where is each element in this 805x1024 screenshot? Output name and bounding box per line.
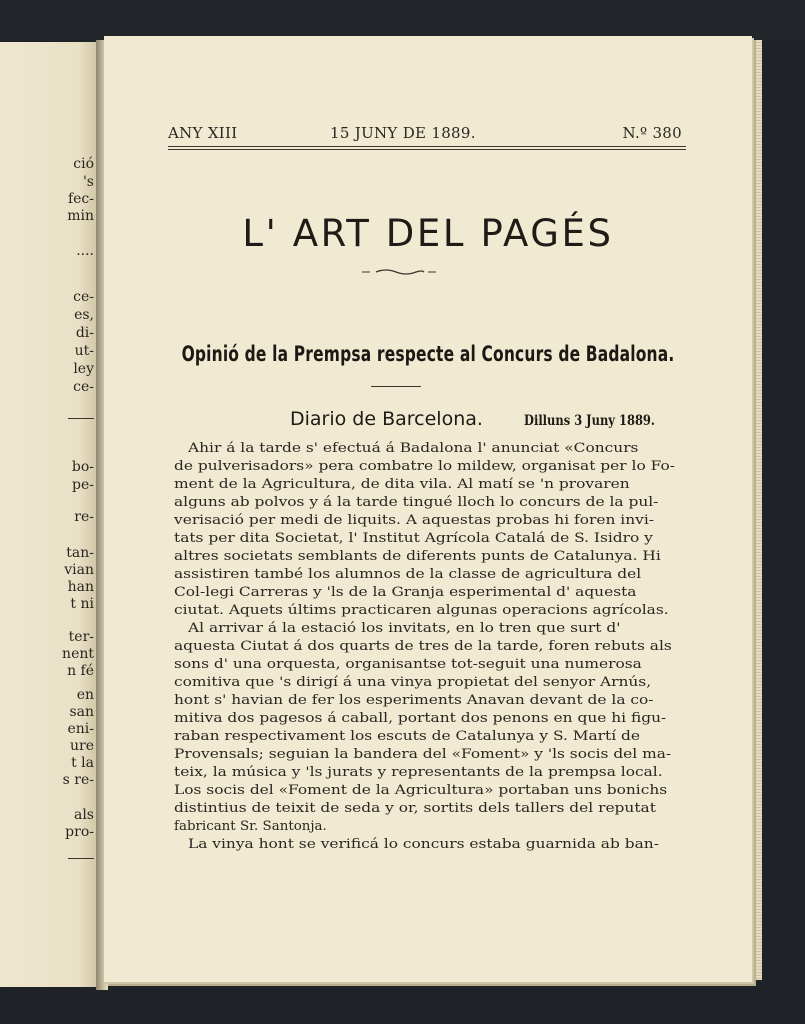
body-line: verisació per medi de liquits. A aquestas probas hi foren invi-	[174, 513, 654, 528]
body-line: fabricant Sr. Santonja.	[174, 819, 327, 834]
body-line: distintius de teixit de seda y or, sortits dels tallers del reputat	[174, 801, 656, 816]
body-line: raban respectivament los escuts de Catalunya y S. Martí de	[174, 729, 641, 744]
left-fragment: bo-	[71, 459, 94, 475]
left-fragment: als	[73, 807, 94, 823]
header-rule	[168, 146, 686, 147]
ornament-divider	[358, 268, 440, 276]
left-fragment: ció	[73, 156, 94, 172]
header-rule	[168, 149, 686, 150]
body-line: Col-legi Carreras y 'ls de la Granja esperimental d' aquesta	[174, 585, 637, 600]
body-line: comitiva que 's dirigí á una vinya propietat del senyor Arnús,	[174, 675, 652, 690]
left-fragment: fec-	[67, 191, 94, 207]
source-date: Dilluns 3 Juny 1889.	[524, 413, 655, 429]
left-fragment: ure	[70, 738, 94, 754]
source-name: Diario de Barcelona.	[290, 408, 483, 430]
body-line: La vinya hont se verificá lo concurs estaba guarnida ab ban-	[188, 837, 659, 852]
left-fragment: eni-	[67, 721, 94, 737]
left-fragment: en	[76, 687, 94, 703]
left-fragment: ce-	[73, 379, 94, 395]
left-fragment: pro-	[65, 824, 94, 840]
left-fragment: t la	[71, 755, 94, 771]
left-fragment: di-	[75, 325, 94, 341]
left-fragment: 's	[82, 174, 94, 190]
body-line: alguns ab polvos y á la tarde tingué lloch lo concurs de la pul-	[174, 495, 659, 510]
body-line: hont s' havian de fer los esperiments Anavan devant de la co-	[174, 693, 654, 708]
body-line: ment de la Agricultura, de dita vila. Al matí se 'n provaren	[174, 477, 630, 492]
issue-number: N.º 380	[622, 124, 682, 142]
left-fragment: re-	[74, 509, 94, 525]
left-fragment: ley	[73, 361, 94, 377]
scanner-background	[0, 0, 805, 40]
left-fragment: tan-	[66, 545, 94, 561]
body-line: Provensals; seguian la bandera del «Foment» y 'ls socis del ma-	[174, 747, 672, 762]
left-divider	[68, 418, 94, 419]
running-header	[168, 124, 682, 144]
left-fragment: ce-	[73, 289, 94, 305]
left-page	[0, 42, 98, 987]
left-fragment: vian	[64, 562, 94, 578]
body-line: altres societats semblants de diferents punts de Catalunya. Hi	[174, 549, 661, 564]
left-fragment: pe-	[72, 477, 94, 493]
journal-title: L' ART DEL PAGÉS	[242, 212, 614, 255]
left-fragment: nent	[62, 646, 94, 662]
body-line: Al arrivar á la estació los invitats, en lo tren que surt d'	[188, 621, 621, 636]
left-fragment: han	[67, 579, 94, 595]
left-fragment: t ni	[70, 596, 94, 612]
body-line: aquesta Ciutat á dos quarts de tres de la tarde, foren rebuts als	[174, 639, 672, 654]
left-fragment: s re-	[62, 772, 94, 788]
body-line: ciutat. Aquets últims practicaren algunas operacions agrícolas.	[174, 603, 669, 618]
body-line: sons d' una orquesta, organisantse tot-seguit una numerosa	[174, 657, 642, 672]
left-fragment: min	[67, 208, 94, 224]
issue-date: 15 JUNY DE 1889.	[330, 124, 476, 142]
body-line: de pulverisadors» pera combatre lo mildew, organisat per lo Fo-	[174, 459, 675, 474]
right-page	[104, 36, 752, 982]
body-line: mitiva dos pagesos á caball, portant dos penons en que hi figu-	[174, 711, 667, 726]
body-line: Ahir á la tarde s' efectuá á Badalona l' anunciat «Concurs	[188, 441, 639, 456]
body-line: tats per dita Societat, l' Institut Agrícola Catalá de S. Isidro y	[174, 531, 653, 546]
body-line: teix, la música y 'ls jurats y representants de la prempsa local.	[174, 765, 663, 780]
left-fragment: n fé	[67, 663, 94, 679]
body-line: assistiren també los alumnos de la classe de agricultura del	[174, 567, 642, 582]
left-fragment: es,	[74, 307, 94, 323]
left-fragment: ter-	[68, 629, 94, 645]
left-fragment: ....	[76, 243, 94, 259]
volume-label: ANY XIII	[168, 124, 238, 142]
body-line: Los socis del «Foment de la Agricultura» portaban uns bonichs	[174, 783, 668, 798]
left-divider	[68, 858, 94, 859]
left-fragment: san	[69, 704, 94, 720]
article-title: Opinió de la Prempsa respecte al Concurs de Badalona.	[181, 342, 675, 366]
page-edge	[752, 40, 762, 980]
left-fragment: ut-	[74, 343, 94, 359]
title-rule	[371, 386, 421, 387]
